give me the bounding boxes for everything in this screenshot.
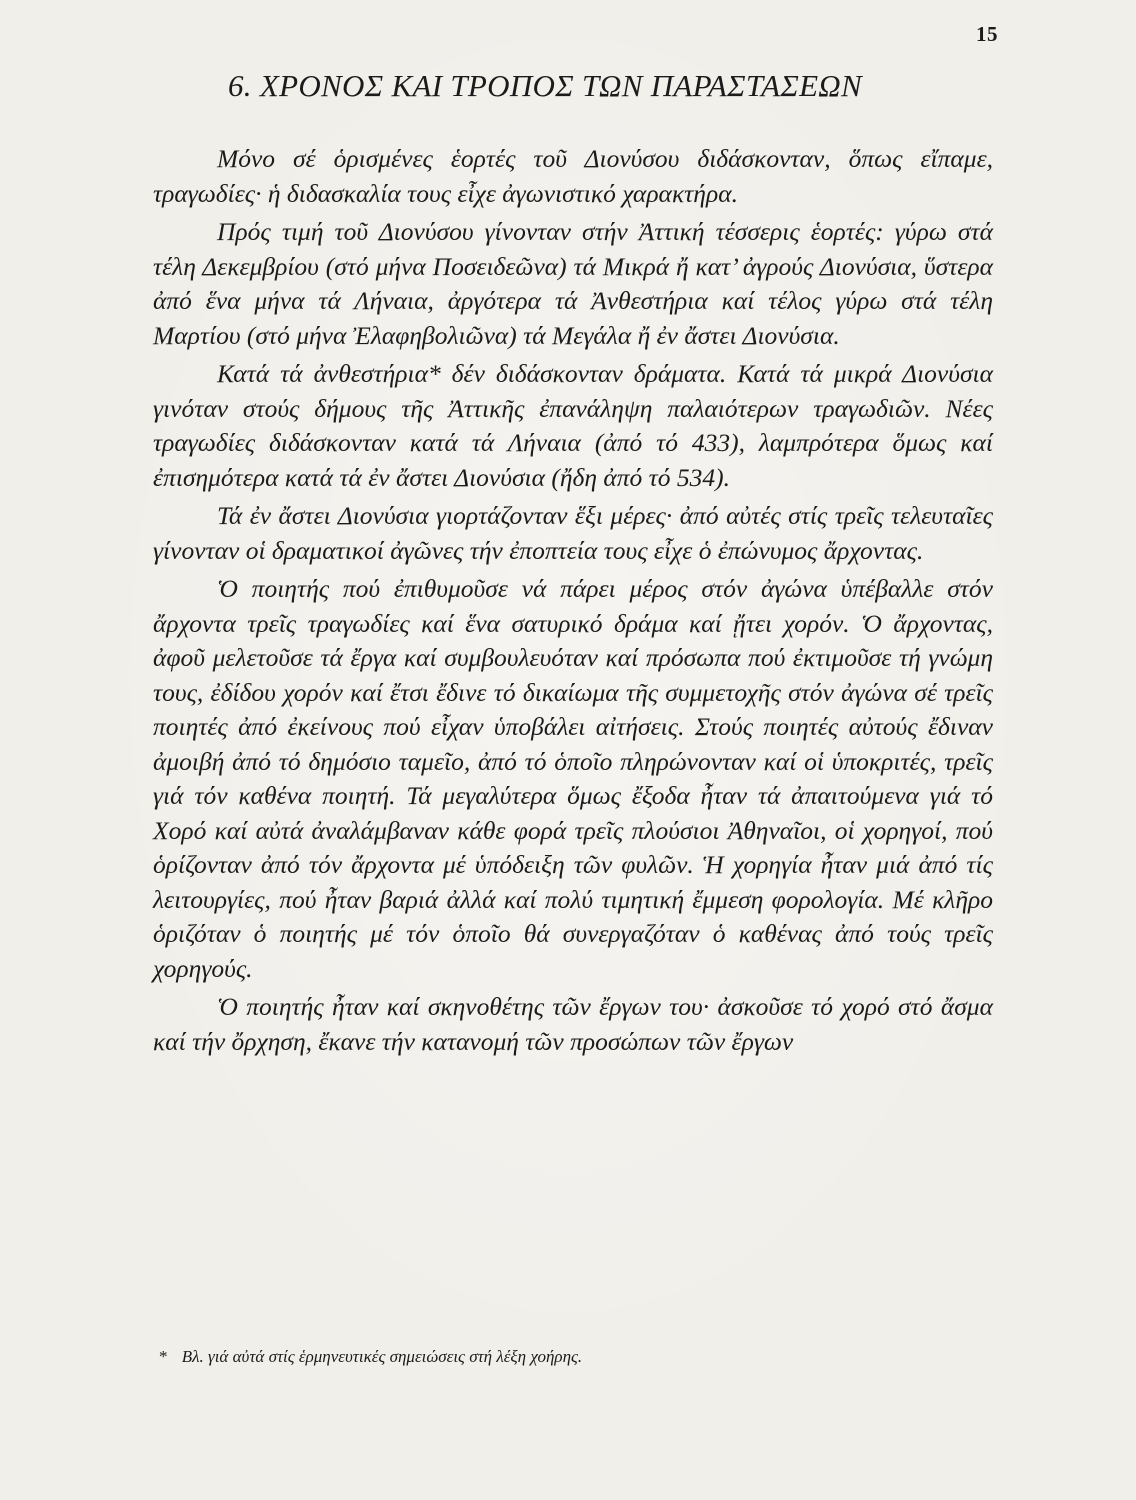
paragraph: Κατά τά ἀνθεστήρια* δέν διδάσκονταν δράματα. Κατά τά μικρά Διονύσια γινόταν στούς δήμους τῆς Ἀττικῆς ἐπανάληψη παλαιότερων τραγωδιῶν. Νέες τραγωδίες διδάσκονταν κατά τά Λήναια (ἀπό τό 433), λαμπρότερα ὅμως καί ἐπισημότερα κατά τά ἐν ἄστει Διονύσια (ἤδη ἀπό τό 534).	[153, 359, 993, 492]
paragraph: Τά ἐν ἄστει Διονύσια γιορτάζονταν ἕξι μέρες· ἀπό αὐτές στίς τρεῖς τελευταῖες γίνονταν οἱ δραματικοί ἀγῶνες τήν ἐποπτεία τους εἶχε ὁ ἐπώνυμος ἄρχοντας.	[153, 501, 993, 565]
paragraph: Μόνο σέ ὁρισμένες ἑορτές τοῦ Διονύσου διδάσκονταν, ὅπως εἴπαμε, τραγωδίες· ἡ διδασκαλία τους εἶχε ἀγωνιστικό χαρακτήρα.	[153, 144, 993, 208]
paragraph: Πρός τιμή τοῦ Διονύσου γίνονταν στήν Ἀττική τέσσερις ἑορτές: γύρω στά τέλη Δεκεμβρίου (στό μήνα Ποσειδεῶνα) τά Μικρά ἤ κατ’ ἀγρούς Διονύσια, ὕστερα ἀπό ἕνα μήνα τά Λήναια, ἀργότερα τά Ἀνθεστήρια καί τέλος γύρω στά τέλη Μαρτίου (στό μήνα Ἐλαφηβολιῶνα) τά Μεγάλα ἤ ἐν ἄστει Διονύσια.	[153, 217, 993, 350]
chapter-title: 6. ΧΡΟΝΟΣ ΚΑΙ ΤΡΟΠΟΣ ΤΩΝ ΠΑΡΑΣΤΑΣΕΩΝ	[228, 68, 862, 103]
footnote	[159, 1346, 979, 1368]
page-number: 15	[976, 22, 998, 46]
footnote-marker: *	[159, 1347, 168, 1366]
footnote-text: Βλ. γιά αὐτά στίς ἑρμηνευτικές σημειώσεις στή λέξη χοήρης.	[181, 1347, 583, 1366]
paragraph: Ὁ ποιητής ἦταν καί σκηνοθέτης τῶν ἔργων του· ἀσκοῦσε τό χορό στό ἄσμα καί τήν ὄρχηση, ἔκανε τήν κατανομή τῶν προσώπων τῶν ἔργων	[153, 992, 993, 1056]
paragraph: Ὁ ποιητής πού ἐπιθυμοῦσε νά πάρει μέρος στόν ἀγώνα ὑπέβαλλε στόν ἄρχοντα τρεῖς τραγωδίες καί ἕνα σατυρικό δράμα καί ᾔτει χορόν. Ὁ ἄρχοντας, ἀφοῦ μελετοῦσε τά ἔργα καί συμβουλευόταν καί πρόσωπα πού ἐκτιμοῦσε τή γνώμη τους, ἐδίδου χορόν καί ἔτσι ἔδινε τό δικαίωμα τῆς συμμετοχῆς στόν ἀγώνα σέ τρεῖς ποιητές ἀπό ἐκείνους πού εἶχαν ὑποβάλει αἰτήσεις. Στούς ποιητές αὐτούς ἔδιναν ἀμοιβή ἀπό τό δημόσιο ταμεῖο, ἀπό τό ὁποῖο πληρώνονταν καί οἱ ὑποκριτές, τρεῖς γιά τόν καθένα ποιητή. Τά μεγαλύτερα ὅμως ἔξοδα ἦταν τά ἀπαιτούμενα γιά τό Χορό καί αὐτά ἀναλάμβαναν κάθε φορά τρεῖς πλούσιοι Ἀθηναῖοι, οἱ χορηγοί, πού ὁρίζονταν ἀπό τόν ἄρχοντα μέ ὑπόδειξη τῶν φυλῶν. Ἡ χορηγία ἦταν μιά ἀπό τίς λειτουργίες, πού ἦταν βαριά ἀλλά καί πολύ τιμητική ἔμμεση φορολογία. Μέ κλῆρο ὁριζόταν ὁ ποιητής μέ τόν ὁποῖο θά συνεργαζόταν ὁ καθένας ἀπό τούς τρεῖς χορηγούς.	[153, 574, 993, 983]
body-text	[153, 142, 993, 1059]
